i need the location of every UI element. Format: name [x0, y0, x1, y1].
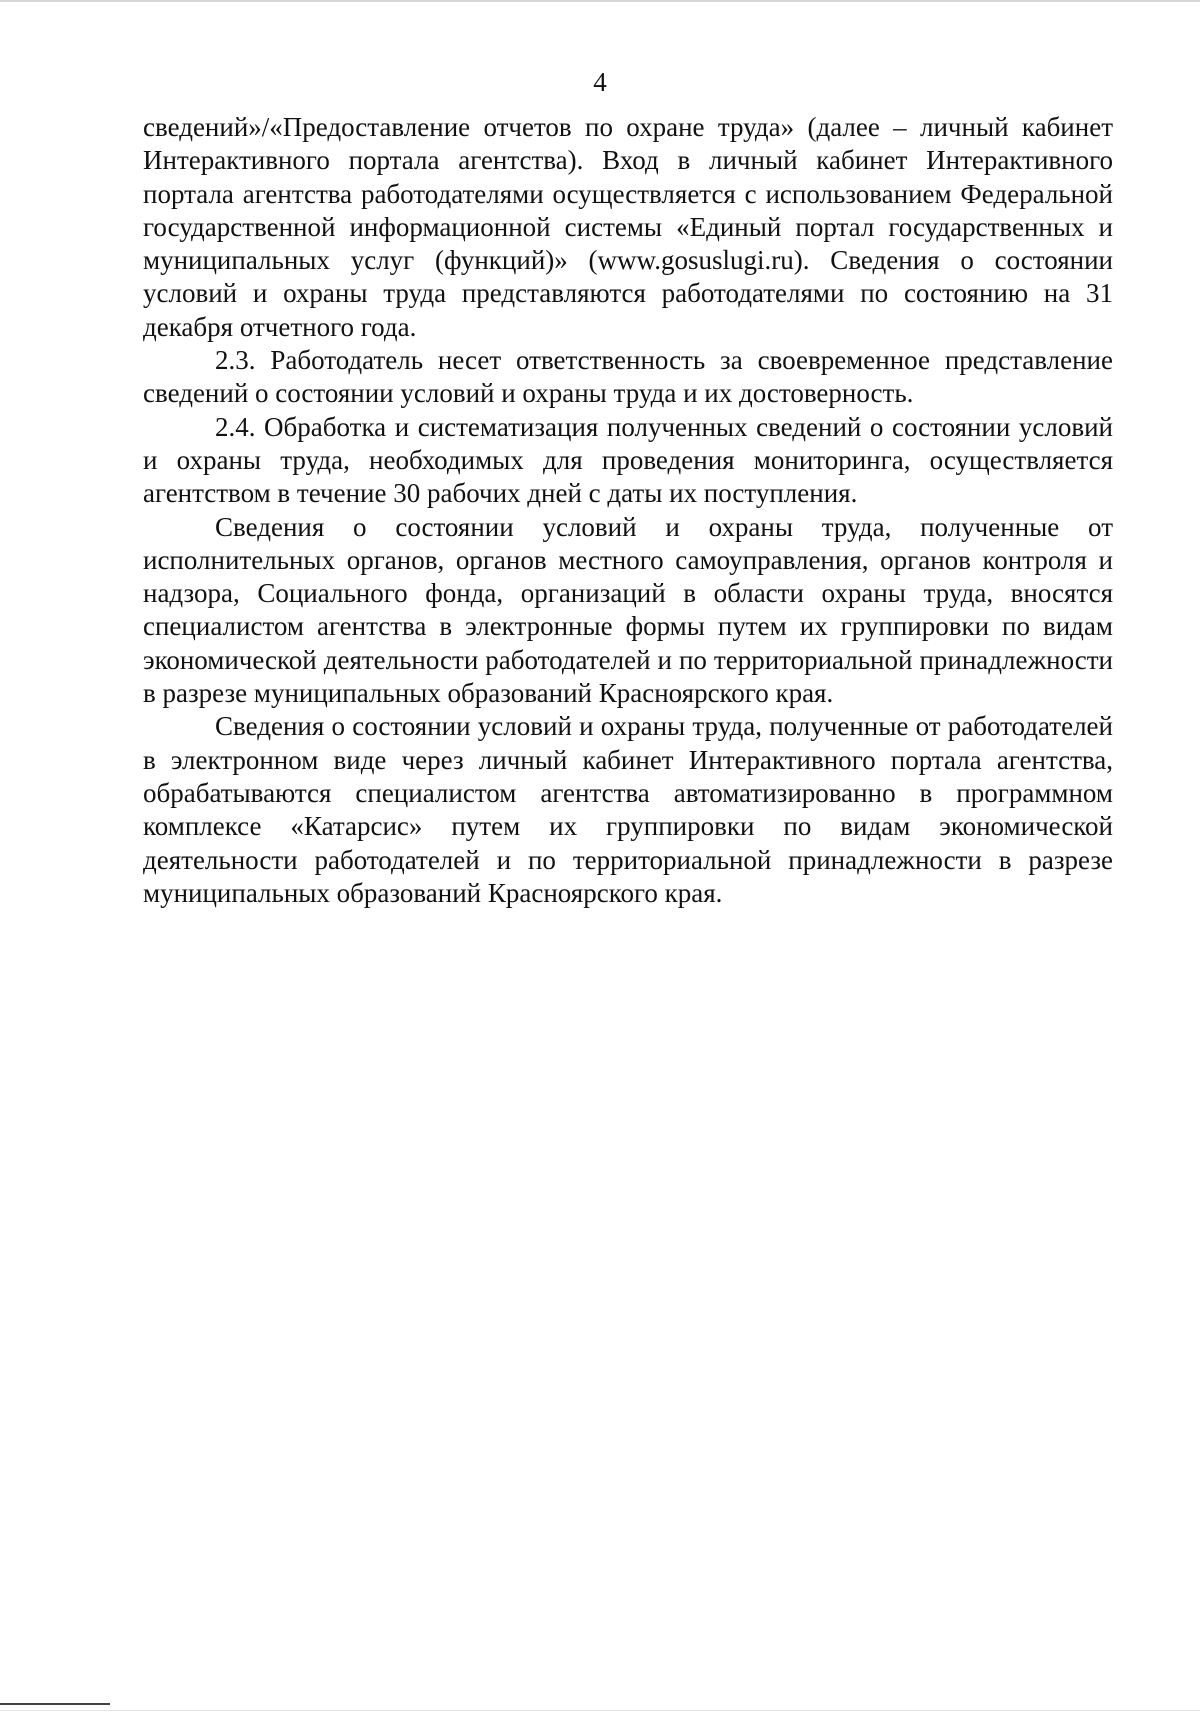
scan-edge-top: [0, 0, 1200, 2]
document-body: [143, 111, 1113, 910]
paragraph-2-4: 2.4. Обработка и систематизация полученных сведений о состоянии условий и охраны труда, необходимых для проведения мониторинга, осуществляется агентством в течение 30 рабочих дней с даты их поступления.: [143, 411, 1113, 509]
scan-edge-bottom-mark: [0, 1703, 110, 1705]
paragraph-continuation: сведений»/«Предоставление отчетов по охране труда» (далее – личный кабинет Интерактивного портала агентства). Вход в личный кабинет Интерактивного портала агентства работодателями осуществляется с использованием Федеральной государственной информационной системы «Единый портал государственных и муниципальных услуг (функций)» (www.gosuslugi.ru). Сведения о состоянии условий и охраны труда представляются работодателями по состоянию на 31 декабря отчетного года.: [143, 112, 1113, 342]
paragraph-2-3: 2.3. Работодатель несет ответственность за своевременное представление сведений о состоянии условий и охраны труда и их достоверность.: [143, 345, 1113, 409]
page-number: 4: [593, 67, 607, 97]
paragraph-employer-data: Сведения о состоянии условий и охраны труда, полученные от работодателей в электронном виде через личный кабинет Интерактивного портала агентства, обрабатываются специалистом агентства автоматизированно в программном комплексе «Катарсис» путем их группировки по видам экономической деятельности работодателей и по территориальной принадлежности в разрезе муниципальных образований Красноярского края.: [143, 711, 1113, 908]
paragraph-external-data: Сведения о состоянии условий и охраны труда, полученные от исполнительных органов, органов местного самоуправления, органов контроля и надзора, Социального фонда, организаций в области охраны труда, вносятся специалистом агентства в электронные формы путем их группировки по видам экономической деятельности работодателей и по территориальной принадлежности в разрезе муниципальных образований Красноярского края.: [143, 511, 1113, 709]
scan-edge-bottom-line: [0, 1710, 1200, 1711]
